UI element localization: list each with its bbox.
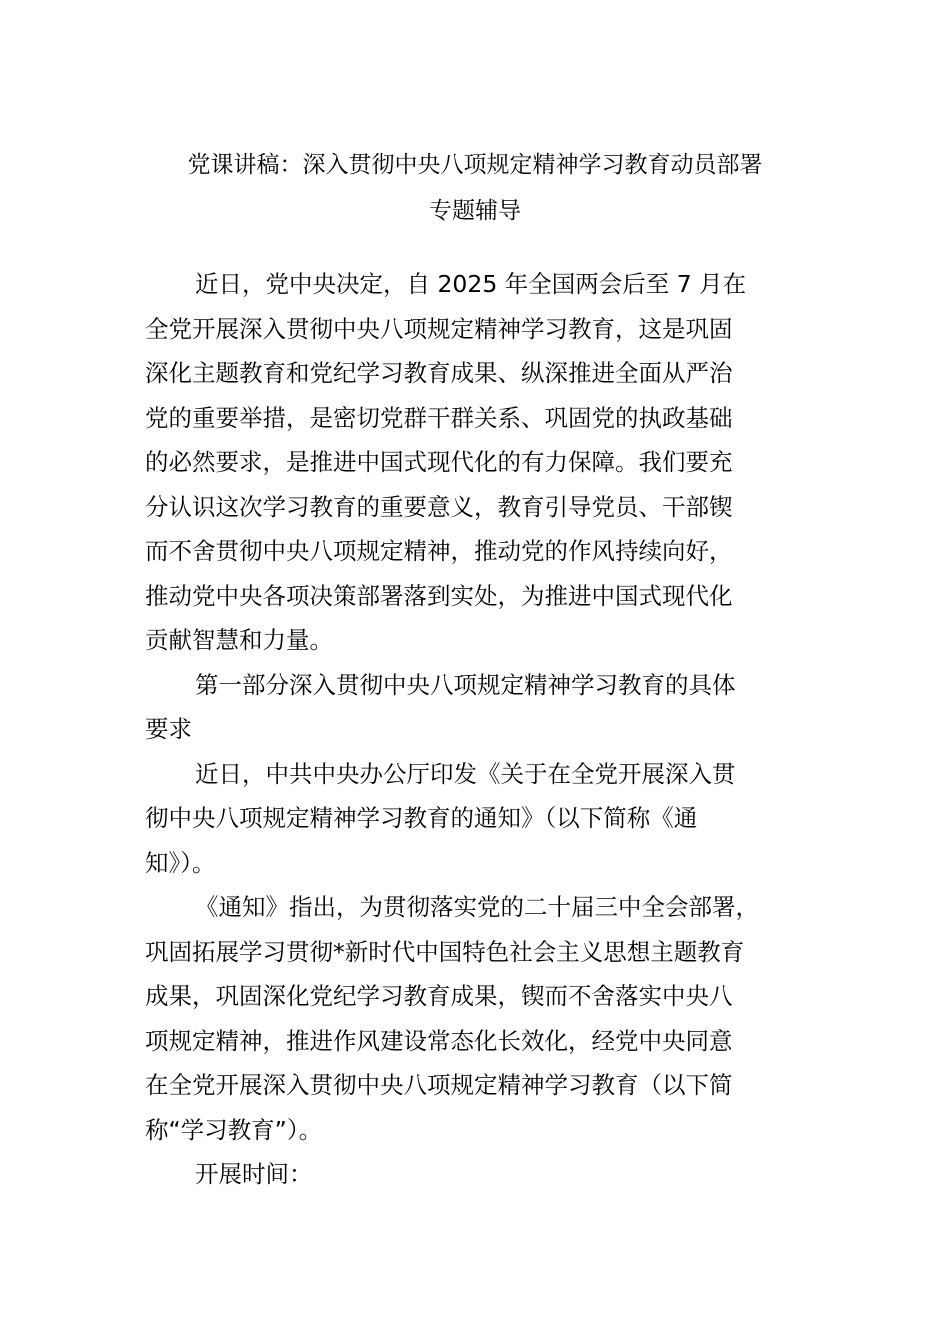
section-heading-part-one xyxy=(145,663,845,752)
paragraph-line: 分认识这次学习教育的重要意义，教育引导党员、干部锲 xyxy=(145,492,733,521)
paragraph-line: 第一部分深入贯彻中央八项规定精神学习教育的具体 xyxy=(195,670,736,699)
paragraph-line: 党的重要举措，是密切党群干群关系、巩固党的执政基础 xyxy=(145,403,733,432)
paragraph-line: 成果，巩固深化党纪学习教育成果，锲而不舍落实中央八 xyxy=(145,982,733,1010)
paragraph-line: 开展时间： xyxy=(195,1160,313,1188)
paragraph-line: 在全党开展深入贯彻中央八项规定精神学习教育（以下简 xyxy=(145,1071,733,1099)
paragraph-intro xyxy=(145,262,845,663)
paragraph-notice xyxy=(145,752,845,886)
paragraph-notice-content xyxy=(145,885,845,1152)
paragraph-line: 近日，中共中央办公厅印发《关于在全党开展深入贯 xyxy=(195,759,736,788)
document-title-line-2: 专题辅导 xyxy=(429,198,521,224)
paragraph-line: 《通知》指出，为贯彻落实党的二十届三中全会部署， xyxy=(195,893,759,921)
paragraph-line: 称“学习教育”）。 xyxy=(145,1115,323,1144)
paragraph-line: 巩固拓展学习贯彻*新时代中国特色社会主义思想主题教育 xyxy=(145,937,745,966)
document-title-line-1: 党课讲稿：深入贯彻中央八项规定精神学习教育动员部署 xyxy=(187,152,763,178)
paragraph-line: 项规定精神，推进作风建设常态化长效化，经党中央同意 xyxy=(145,1026,733,1055)
paragraph-line: 要求 xyxy=(145,715,192,743)
paragraph-line: 彻中央八项规定精神学习教育的通知》（以下简称《通 xyxy=(145,804,698,832)
paragraph-line: 知》）。 xyxy=(145,848,216,877)
paragraph-line: 深化主题教育和党纪学习教育成果、纵深推进全面从严治 xyxy=(145,359,733,387)
paragraph-line: 全党开展深入贯彻中央八项规定精神学习教育，这是巩固 xyxy=(145,314,733,343)
document-body xyxy=(145,262,845,1197)
paragraph-schedule xyxy=(145,1152,845,1197)
paragraph-line: 而不舍贯彻中央八项规定精神，推动党的作风持续向好， xyxy=(145,537,733,565)
paragraph-line: 近日，党中央决定，自 2025 年全国两会后至 7 月在 xyxy=(195,270,747,298)
paragraph-line: 贡献智慧和力量。 xyxy=(145,626,333,654)
paragraph-line: 的必然要求，是推进中国式现代化的有力保障。我们要充 xyxy=(145,448,733,476)
paragraph-line: 推动党中央各项决策部署落到实处，为推进中国式现代化 xyxy=(145,581,733,610)
